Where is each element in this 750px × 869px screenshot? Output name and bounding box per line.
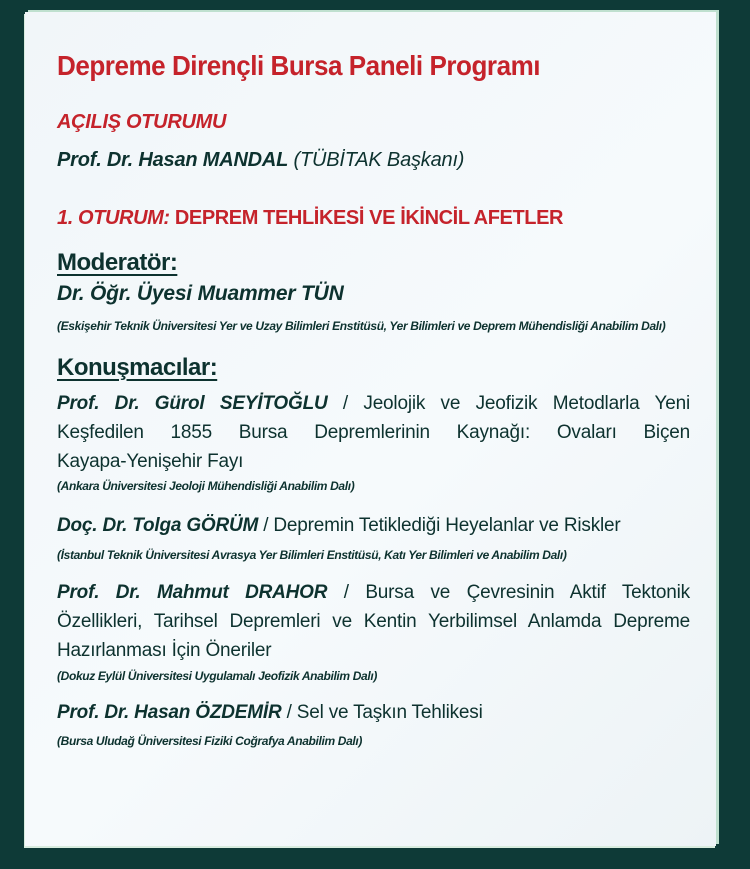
speaker-entry (57, 698, 690, 727)
speaker-name: Doç. Dr. Tolga GÖRÜM (57, 515, 259, 536)
speaker-affiliation: (Ankara Üniversitesi Jeoloji Mühendisliği Anabilim Dalı) (57, 479, 355, 493)
speakers-label: Konuşmacılar: (57, 354, 218, 381)
speaker-title-line (57, 698, 690, 727)
speaker-title-line: Kayapa-Yenişehir Fayı (57, 451, 244, 472)
session1-heading (57, 206, 690, 231)
speaker-title-line (57, 578, 690, 607)
moderator-affiliation: (Eskişehir Teknik Üniversitesi Yer ve Uzay Bilimleri Enstitüsü, Yer Bilimleri ve Deprem Mühendisliği Anabilim Dalı) (57, 319, 666, 333)
speaker-title-line: Hazırlanması İçin Öneriler (57, 640, 272, 661)
session1-title: DEPREM TEHLİKESİ VE İKİNCİL AFETLER (174, 207, 564, 229)
speaker-entry (57, 578, 690, 665)
speaker-affiliation: (Bursa Uludağ Üniversitesi Fiziki Coğrafya Anabilim Dalı) (57, 734, 363, 748)
opening-speaker-name: Prof. Dr. Hasan MANDAL (57, 149, 289, 171)
speaker-title-line (57, 389, 690, 418)
speaker-topic: / Jeolojik ve Jeofizik Metodlarla Yeni (342, 393, 690, 414)
moderator-name: Dr. Öğr. Üyesi Muammer TÜN (57, 282, 344, 305)
speaker-name: Prof. Dr. Gürol SEYİTOĞLU (57, 393, 328, 414)
session1-number: 1. OTURUM: (57, 207, 170, 229)
speaker-topic: / Depremin Tetiklediği Heyelanlar ve Riskler (263, 515, 621, 536)
speaker-topic: / Sel ve Taşkın Tehlikesi (286, 702, 483, 723)
speaker-entry (57, 511, 690, 540)
speaker-title-line (57, 511, 690, 540)
speaker-affiliation: (İstanbul Teknik Üniversitesi Avrasya Yer Bilimleri Enstitüsü, Katı Yer Bilimleri ve Anabilim Dalı) (57, 548, 567, 562)
speaker-title-line: Özellikleri, Tarihsel Depremleri ve Kentin Yerbilimsel Anlamda Depreme (57, 611, 690, 632)
page-title: Depreme Dirençli Bursa Paneli Programı (57, 50, 541, 81)
opening-speaker-line (57, 147, 690, 173)
speaker-title-line: Keşfedilen 1855 Bursa Depremlerinin Kaynağı: Ovaları Biçen (57, 422, 690, 443)
opening-session-heading: AÇILIŞ OTURUMU (57, 111, 227, 133)
opening-speaker-role: (TÜBİTAK Başkanı) (293, 149, 465, 171)
speaker-affiliation: (Dokuz Eylül Üniversitesi Uygulamalı Jeofizik Anabilim Dalı) (57, 669, 377, 683)
program-page (25, 12, 716, 846)
speaker-name: Prof. Dr. Hasan ÖZDEMİR (57, 702, 282, 723)
speaker-name: Prof. Dr. Mahmut DRAHOR (57, 582, 328, 603)
speaker-topic: / Bursa ve Çevresinin Aktif Tektonik (343, 582, 690, 603)
speaker-entry (57, 389, 690, 476)
moderator-label: Moderatör: (57, 249, 178, 276)
